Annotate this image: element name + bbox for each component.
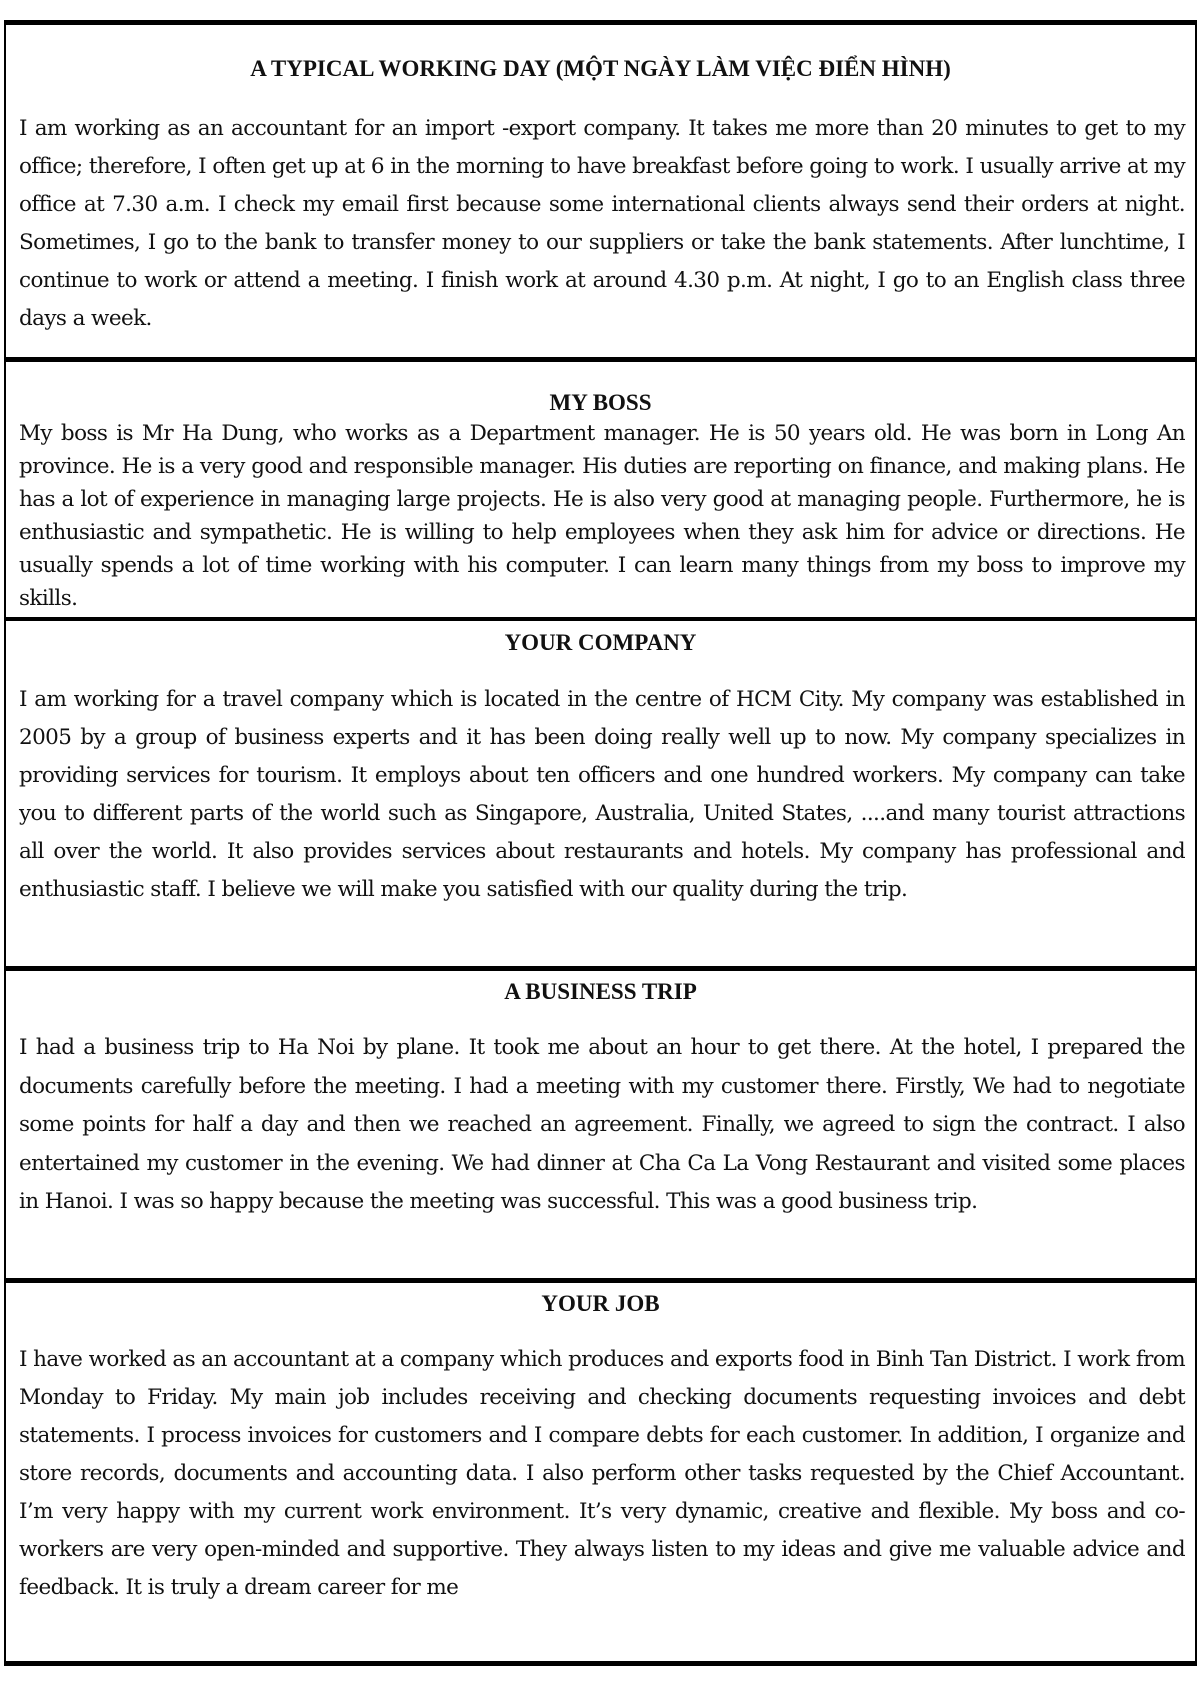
section-body: I have worked as an accountant at a company which produces and exports food in Binh Tan District. I work from Monday to Friday. My main job includes receiving and checking documents requesting invoices and debt statements. I process invoices for customers and I compare debts for each customer. In addition, I organize and store records, documents and accounting data. I also perform other tasks requested by the Chief Accountant. I’m very happy with my current work environment. It’s very dynamic, creative and flexible. My boss and co-workers are very open-minded and supportive. They always listen to my ideas and give me valuable advice and feedback. It is truly a dream career for me [19, 1347, 1185, 1600]
section-title: A TYPICAL WORKING DAY (MỘT NGÀY LÀM VIỆC ĐIỂN HÌNH) [250, 56, 951, 81]
section-business-trip [4, 971, 1197, 1278]
divider-bottom [4, 1661, 1197, 1666]
section-title: YOUR JOB [541, 1291, 660, 1316]
section-title: YOUR COMPANY [504, 630, 697, 655]
section-body: I am working as an accountant for an import -export company. It takes me more than 20 minutes to get to my office; therefore, I often get up at 6 in the morning to have breakfast before going to work. I usually arrive at my office at 7.30 a.m. I check my email first because some international clients always send their orders at night. Sometimes, I go to the bank to transfer money to our suppliers or take the bank statements. After lunchtime, I continue to work or attend a meeting. I finish work at around 4.30 p.m. At night, I go to an English class three days a week. [19, 116, 1185, 331]
section-your-job [4, 1283, 1197, 1661]
section-body: My boss is Mr Ha Dung, who works as a Department manager. He is 50 years old. He was born in Long An province. He is a very good and responsible manager. His duties are reporting on finance, and making plans. He has a lot of experience in managing large projects. He is also very good at managing people. Furthermore, he is enthusiastic and sympathetic. He is willing to help employees when they ask him for advice or directions. He usually spends a lot of time working with his computer. I can learn many things from my boss to improve my skills. [19, 421, 1185, 611]
section-title: A BUSINESS TRIP [504, 979, 697, 1004]
section-typical-working-day [4, 25, 1197, 357]
section-title: MY BOSS [549, 390, 652, 415]
section-body: I had a business trip to Ha Noi by plane. It took me about an hour to get there. At the hotel, I prepared the documents carefully before the meeting. I had a meeting with my customer there. Firstly, We had to negotiate some points for half a day and then we reached an agreement. Finally, we agreed to sign the contract. I also entertained my customer in the evening. We had dinner at Cha Ca La Vong Restaurant and visited some places in Hanoi. I was so happy because the meeting was successful. This was a good business trip. [19, 1035, 1185, 1214]
section-body: I am working for a travel company which is located in the centre of HCM City. My company was established in 2005 by a group of business experts and it has been doing really well up to now. My company specializes in providing services for tourism. It employs about ten officers and one hundred workers. My company can take you to different parts of the world such as Singapore, Australia, United States, ....and many tourist attractions all over the world. It also provides services about restaurants and hotels. My company has professional and enthusiastic staff. I believe we will make you satisfied with our quality during the trip. [19, 687, 1185, 902]
section-my-boss [4, 362, 1197, 617]
section-your-company [4, 621, 1197, 966]
